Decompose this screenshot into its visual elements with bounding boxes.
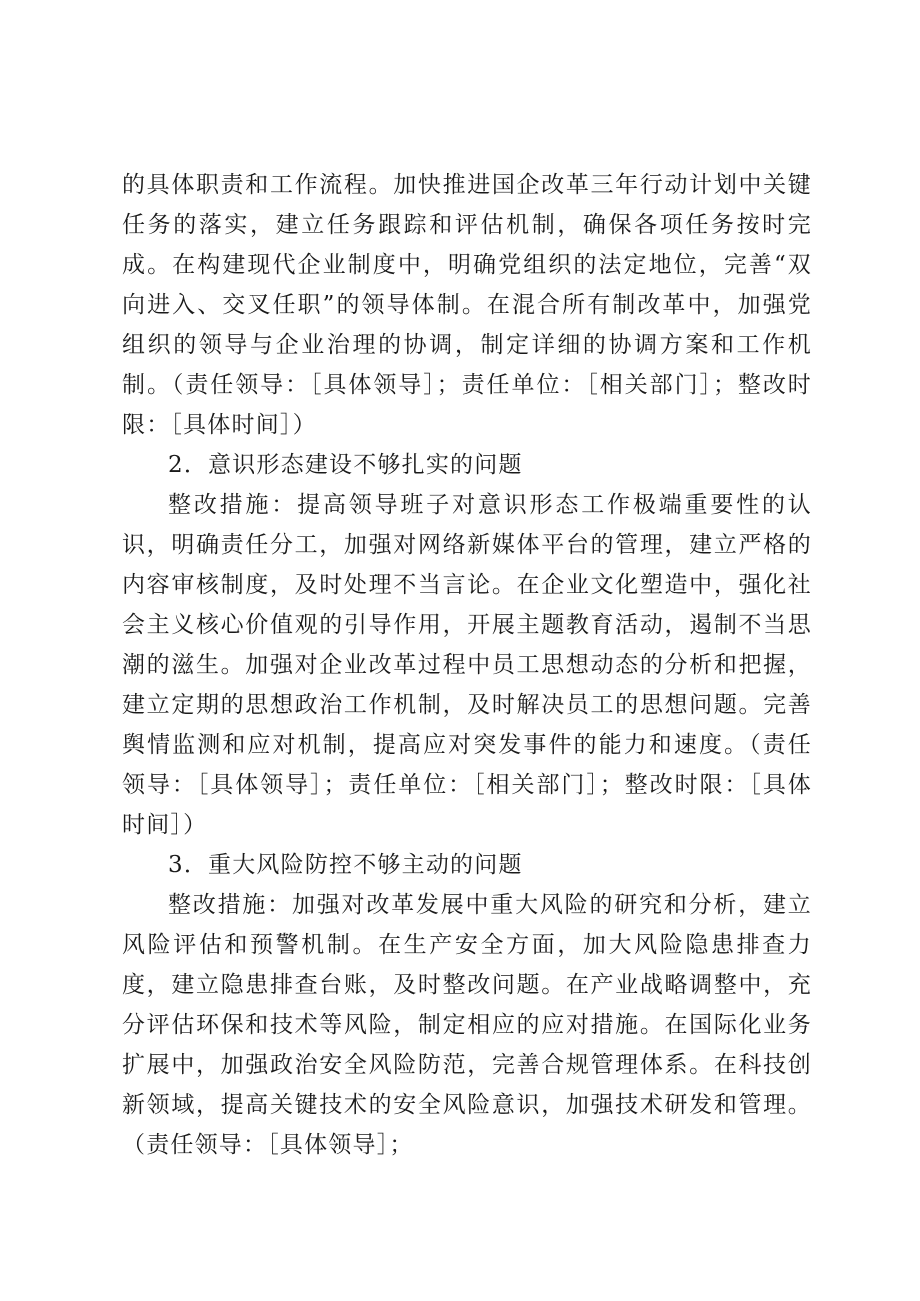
heading-risk-control-issue: 3．重大风险防控不够主动的问题 bbox=[168, 852, 523, 878]
paragraph-risk-control-measures: 整改措施：加强对改革发展中重大风险的研究和分析，建立风险评估和预警机制。在生产安全方面，加大风险隐患排查力度，建立隐患排查台账，及时整改问题。在产业战略调整中，充分评估环保和技术等风险，制定相应的应对措施。在国际化业务扩展中，加强政治安全风险防范，完善合规管理体系。在科技创新领域，提高关键技术的安全风险意识，加强技术研发和管理。（责任领导：［具体领导］； bbox=[122, 892, 812, 1158]
document-body bbox=[122, 165, 812, 1165]
paragraph-leadership-system: 的具体职责和工作流程。加快推进国企改革三年行动计划中关键任务的落实，建立任务跟踪和评估机制，确保各项任务按时完成。在构建现代企业制度中，明确党组织的法定地位，完善“双向进入、交叉任职”的领导体制。在混合所有制改革中，加强党组织的领导与企业治理的协调，制定详细的协调方案和工作机制。（责任领导：［具体领导］；责任单位：［相关部门］；整改时限：［具体时间］） bbox=[122, 172, 812, 438]
paragraph-ideology-measures: 整改措施：提高领导班子对意识形态工作极端重要性的认识，明确责任分工，加强对网络新媒体平台的管理，建立严格的内容审核制度，及时处理不当言论。在企业文化塑造中，强化社会主义核心价值观的引导作用，开展主题教育活动，遏制不当思潮的滋生。加强对企业改革过程中员工思想动态的分析和把握，建立定期的思想政治工作机制，及时解决员工的思想问题。完善舆情监测和应对机制，提高应对突发事件的能力和速度。（责任领导：［具体领导］；责任单位：［相关部门］；整改时限：［具体时间］） bbox=[122, 492, 812, 838]
heading-ideology-issue: 2．意识形态建设不够扎实的问题 bbox=[168, 452, 523, 478]
